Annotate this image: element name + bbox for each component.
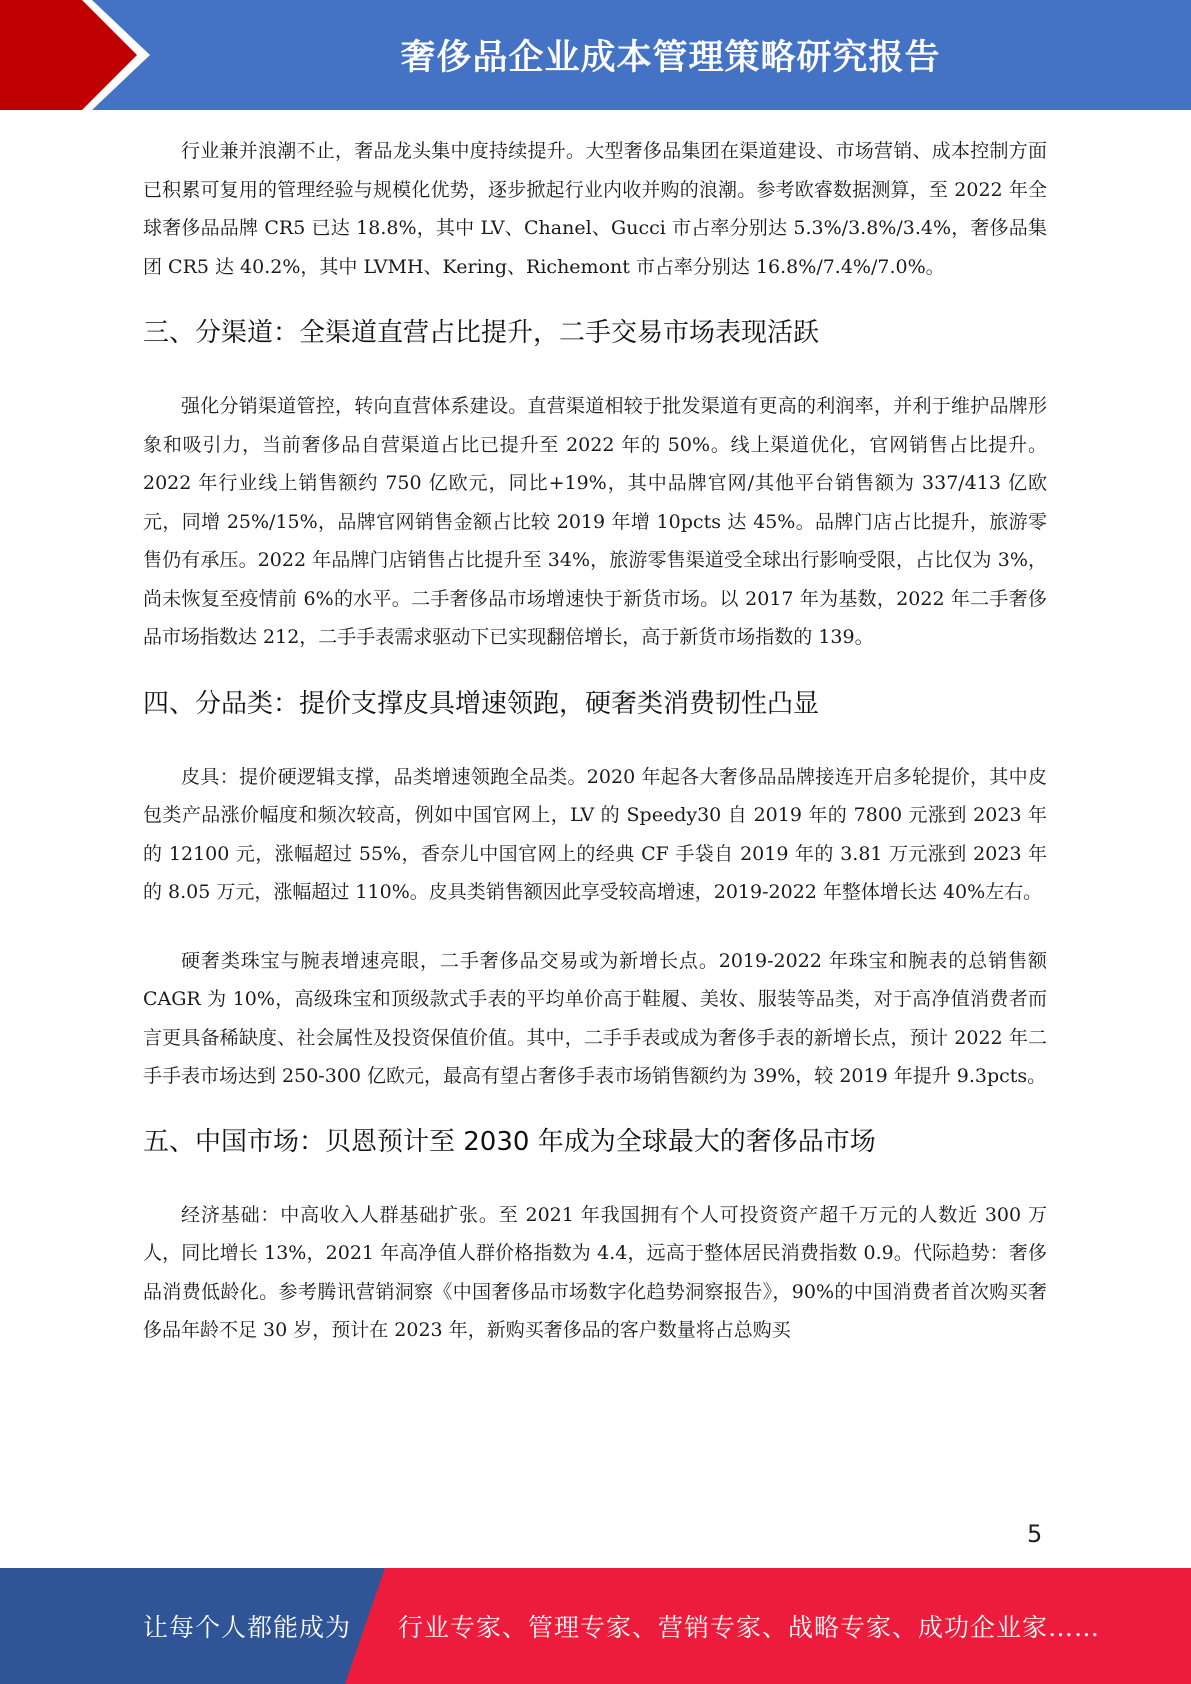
section-heading-channels: 三、分渠道：全渠道直营占比提升，二手交易市场表现活跃 [143,318,820,348]
paragraph-hard-luxury: 硬奢类珠宝与腕表增速亮眼，二手奢侈品交易或为新增长点。2019-2022 年珠宝和腕表的总销售额 CAGR 为 10%，高级珠宝和顶级款式手表的平均单价高于鞋履、美妆、服装等品类，对于高净值消费者而言更具备稀缺度、社会属性及投资保值价值。其中，二手手表或成为奢侈手表的新增长点，预计 2022 年二手手表市场达到 250-300 亿欧元，最高有望占奢侈手表市场销售额约为 39%，较 2019 年提升 9.3pcts。 [143,949,1047,1087]
section-heading-china-market: 五、中国市场：贝恩预计至 2030 年成为全球最大的奢侈品市场 [143,1126,876,1157]
page-header [0,0,1191,110]
footer-slogan-right: 行业专家、管理专家、营销专家、战略专家、成功企业家…… [398,1613,1101,1642]
paragraph-leather-goods: 皮具：提价硬逻辑支撑，品类增速领跑全品类。2020 年起各大奢侈品品牌接连开启多轮提价，其中皮包类产品涨价幅度和频次较高，例如中国官网上，LV 的 Speedy30 自 2019 年的 7800 元涨到 2023 年的 12100 元，涨幅超过 55%，香奈儿中国官网上的经典 CF 手袋自 2019 年的 3.81 万元涨到 2023 年的 8.05 万元，涨幅超过 110%。皮具类销售额因此享受较高增速，2019-2022 年整体增长达 40%左右。 [143,765,1047,903]
paragraph-channels: 强化分销渠道管控，转向直营体系建设。直营渠道相较于批发渠道有更高的利润率，并利于维护品牌形象和吸引力，当前奢侈品自营渠道占比已提升至 2022 年的 50%。线上渠道优化，官网销售占比提升。2022 年行业线上销售额约 750 亿欧元，同比+19%，其中品牌官网/其他平台销售额为 337/413 亿欧元，同增 25%/15%，品牌官网销售金额占比较 2019 年增 10pcts 达 45%。品牌门店占比提升，旅游零售仍有承压。2022 年品牌门店销售占比提升至 34%，旅游零售渠道受全球出行影响受限，占比仅为 3%，尚未恢复至疫情前 6%的水平。二手奢侈品市场增速快于新货市场。以 2017 年为基数，2022 年二手奢侈品市场指数达 212，二手手表需求驱动下已实现翻倍增长，高于新货市场指数的 139。 [143,395,1047,648]
footer-slogan-left: 让每个人都能成为 [143,1613,352,1642]
report-title: 奢侈品企业成本管理策略研究报告 [400,38,941,78]
page-footer [0,1568,1191,1684]
section-heading-categories: 四、分品类：提价支撑皮具增速领跑，硬奢类消费韧性凸显 [143,688,820,719]
paragraph-china-market: 经济基础：中高收入人群基础扩张。至 2021 年我国拥有个人可投资资产超千万元的人数近 300 万人，同比增长 13%，2021 年高净值人群价格指数为 4.4，远高于整体居民消费指数 0.9。代际趋势：奢侈品消费低龄化。参考腾讯营销洞察《中国奢侈品市场数字化趋势洞察报告》，90%的中国消费者首次购买奢侈品年龄不足 30 岁，预计在 2023 年，新购买奢侈品的客户数量将占总购买 [143,1203,1047,1341]
paragraph-industry-concentration: 行业兼并浪潮不止，奢品龙头集中度持续提升。大型奢侈品集团在渠道建设、市场营销、成本控制方面已积累可复用的管理经验与规模化优势，逐步掀起行业内收并购的浪潮。参考欧睿数据测算，至 2022 年全球奢侈品品牌 CR5 已达 18.8%，其中 LV、Chanel、Gucci 市占率分别达 5.3%/3.8%/3.4%，奢侈品集团 CR5 达 40.2%，其中 LVMH、Kering、Richemont 市占率分别达 16.8%/7.4%/7.0%。 [143,140,1047,278]
document-body [143,132,1047,1350]
page-number: 5 [1027,1520,1043,1548]
